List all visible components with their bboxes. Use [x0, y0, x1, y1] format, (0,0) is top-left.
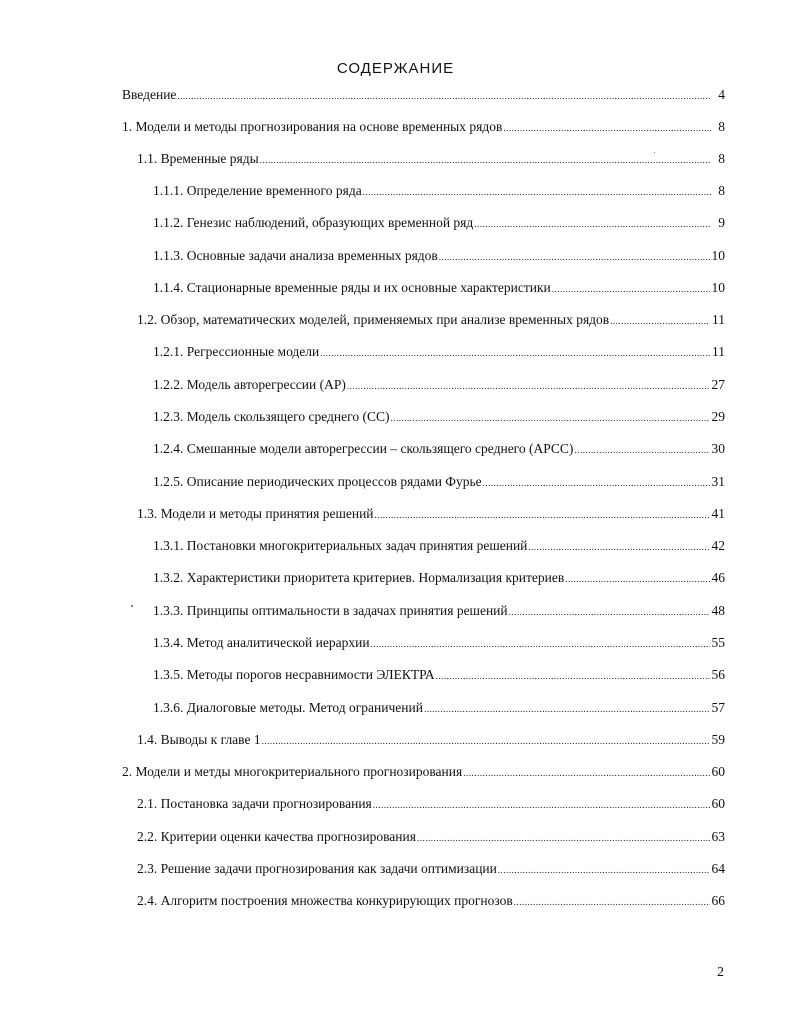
leader-dots	[509, 603, 710, 621]
toc-entry-label: 1.1.3. Основные задачи анализа временных рядов	[153, 248, 438, 263]
toc-entry-page: 29	[711, 409, 725, 424]
toc-entry-label: 1.1. Временные ряды	[137, 151, 259, 166]
toc-entry-page: 56	[711, 667, 725, 682]
toc-entry-label: 1.2.2. Модель авторегрессии (АР)	[153, 377, 346, 392]
toc-entry-label: 1.4. Выводы к главе 1	[137, 732, 261, 747]
toc-entry-1-1-2[interactable]	[153, 214, 725, 233]
leader-dots	[260, 151, 711, 169]
leader-dots	[347, 377, 710, 395]
toc-entry-page: 48	[711, 603, 725, 618]
toc-entry-page: 8	[718, 151, 725, 166]
leader-dots	[610, 312, 710, 330]
toc-entry-chapter-2[interactable]	[122, 763, 725, 782]
toc-entry-page: 27	[711, 377, 725, 392]
toc-entry-page: 31	[711, 474, 725, 489]
leader-dots	[363, 183, 711, 201]
toc-entry-page: 66	[711, 893, 725, 908]
toc-entry-page: 8	[718, 183, 725, 198]
toc-entry-1-1-1[interactable]	[153, 182, 725, 201]
page-title: СОДЕРЖАНИЕ	[336, 60, 455, 77]
leader-dots	[177, 87, 711, 105]
scan-speck	[654, 152, 655, 153]
toc-entry-label: 1.3. Модели и методы принятия решений	[137, 506, 374, 521]
toc-entry-1-2-2[interactable]	[153, 376, 725, 395]
toc-entry-1-2-1[interactable]	[153, 343, 725, 362]
leader-dots	[514, 893, 710, 911]
toc-entry-page: 41	[711, 506, 725, 521]
toc-entry-page: 9	[718, 215, 725, 230]
leader-dots	[463, 764, 709, 782]
toc-entry-introduction[interactable]	[122, 86, 725, 105]
page-number: 2	[717, 965, 724, 980]
toc-entry-label: 2.2. Критерии оценки качества прогнозирования	[137, 829, 416, 844]
toc-entry-page: 10	[711, 280, 725, 295]
toc-entry-page: 57	[711, 700, 725, 715]
toc-entry-2-2[interactable]	[137, 828, 725, 847]
leader-dots	[528, 538, 709, 556]
toc-entry-page: 10	[711, 248, 725, 263]
toc-entry-1-3[interactable]	[137, 505, 725, 524]
leader-dots	[417, 829, 710, 847]
toc-entry-page: 4	[718, 87, 725, 102]
toc-entry-label: Введение	[122, 87, 177, 102]
leader-dots	[498, 861, 710, 879]
toc-entry-label: 2.1. Постановка задачи прогнозирования	[137, 796, 372, 811]
toc-entry-page: 60	[711, 764, 725, 779]
leader-dots	[424, 700, 710, 718]
leader-dots	[373, 796, 710, 814]
toc-entry-label: 1.3.5. Методы порогов несравнимости ЭЛЕКТРА	[153, 667, 435, 682]
toc-entry-1-2[interactable]	[137, 311, 725, 330]
toc-entry-label: 1.3.4. Метод аналитической иерархии	[153, 635, 370, 650]
toc-entry-label: 1.2. Обзор, математических моделей, применяемых при анализе временных рядов	[137, 312, 610, 327]
leader-dots	[436, 667, 710, 685]
leader-dots	[552, 280, 710, 298]
toc-entry-page: 11	[712, 312, 725, 327]
toc-entry-2-1[interactable]	[137, 795, 725, 814]
leader-dots	[574, 441, 709, 459]
toc-entry-1-4[interactable]	[137, 731, 725, 750]
toc-entry-page: 46	[711, 570, 725, 585]
toc-entry-label: 1.2.1. Регрессионные модели	[153, 344, 320, 359]
toc-entry-label: 2.3. Решение задачи прогнозирования как задачи оптимизации	[137, 861, 497, 876]
toc-entry-label: 1.1.1. Определение временного ряда	[153, 183, 362, 198]
toc-entry-label: 1.2.5. Описание периодических процессов рядами Фурье	[153, 474, 482, 489]
toc-entry-1-1[interactable]	[137, 150, 725, 169]
toc-entry-label: 1.1.4. Стационарные временные ряды и их основные характеристики	[153, 280, 551, 295]
toc-entry-page: 30	[711, 441, 725, 456]
toc-entry-label: 1. Модели и методы прогнозирования на основе временных рядов	[122, 119, 503, 134]
scan-speck	[131, 605, 133, 607]
toc-entry-label: 2.4. Алгоритм построения множества конкурирующих прогнозов	[137, 893, 513, 908]
toc-entry-1-3-3[interactable]	[153, 602, 725, 621]
toc-entry-label: 1.3.3. Принципы оптимальности в задачах принятия решений	[153, 603, 508, 618]
toc-entry-label: 1.2.3. Модель скользящего среднего (СС)	[153, 409, 390, 424]
toc-entry-1-3-1[interactable]	[153, 537, 725, 556]
toc-entry-page: 11	[712, 344, 725, 359]
leader-dots	[439, 248, 710, 266]
toc-entry-1-2-3[interactable]	[153, 408, 725, 427]
leader-dots	[375, 506, 710, 524]
toc-entry-page: 8	[718, 119, 725, 134]
toc-entry-1-1-3[interactable]	[153, 247, 725, 266]
toc-entry-page: 55	[711, 635, 725, 650]
toc-entry-2-3[interactable]	[137, 860, 725, 879]
toc-entry-page: 42	[711, 538, 725, 553]
leader-dots	[371, 635, 710, 653]
toc-entry-1-3-4[interactable]	[153, 634, 725, 653]
leader-dots	[565, 570, 709, 588]
toc-entry-page: 64	[711, 861, 725, 876]
toc-entry-page: 60	[711, 796, 725, 811]
leader-dots	[474, 215, 711, 233]
toc-entry-label: 1.3.1. Постановки многокритериальных задач принятия решений	[153, 538, 528, 553]
toc-entry-1-2-4[interactable]	[153, 440, 725, 459]
leader-dots	[390, 409, 709, 427]
toc-entry-2-4[interactable]	[137, 892, 725, 911]
toc-entry-1-3-5[interactable]	[153, 666, 725, 685]
toc-entry-1-2-5[interactable]	[153, 473, 725, 492]
toc-entry-page: 59	[711, 732, 725, 747]
leader-dots	[262, 732, 710, 750]
toc-entry-label: 1.2.4. Смешанные модели авторегрессии – скользящего среднего (АРСС)	[153, 441, 574, 456]
leader-dots	[483, 474, 710, 492]
toc-entry-label: 1.3.6. Диалоговые методы. Метод ограничений	[153, 700, 423, 715]
toc-entry-chapter-1[interactable]	[122, 118, 725, 137]
toc-entry-1-3-6[interactable]	[153, 699, 725, 718]
toc-entry-label: 1.3.2. Характеристики приоритета критериев. Нормализация критериев	[153, 570, 565, 585]
leader-dots	[503, 119, 711, 137]
toc-entry-1-1-4[interactable]	[153, 279, 725, 298]
toc-entry-page: 63	[711, 829, 725, 844]
toc-entry-label: 2. Модели и метды многокритериального прогнозирования	[122, 764, 463, 779]
toc-entry-1-3-2[interactable]	[153, 569, 725, 588]
toc-entry-label: 1.1.2. Генезис наблюдений, образующих временной ряд	[153, 215, 474, 230]
leader-dots	[320, 344, 710, 362]
